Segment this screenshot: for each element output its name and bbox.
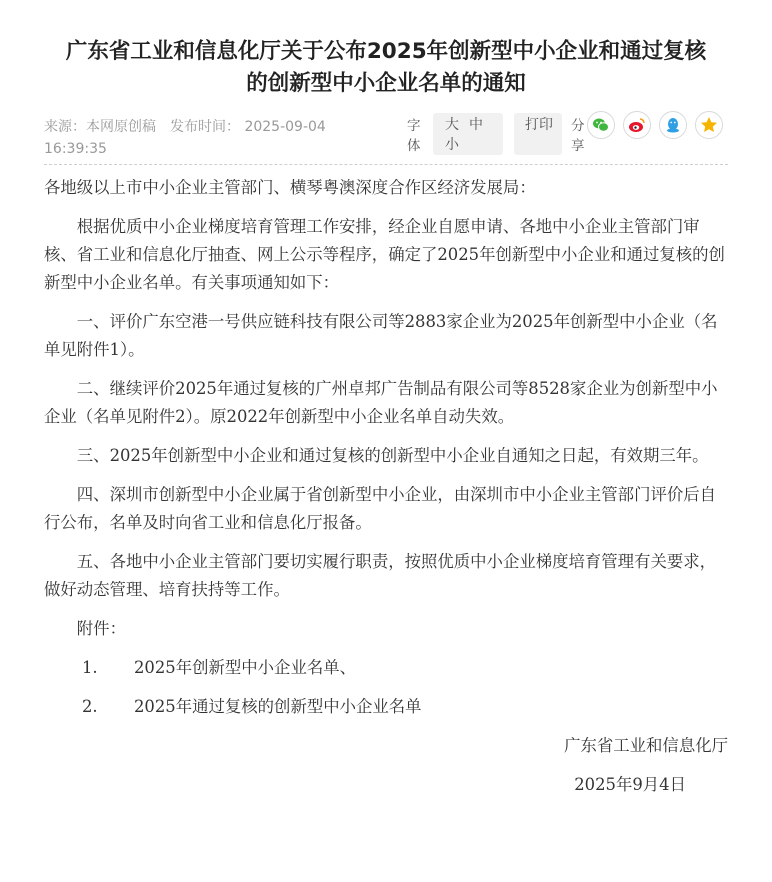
salutation: 各地级以上市中小企业主管部门、横琴粤澳深度合作区经济发展局： [44, 178, 536, 197]
attachment-link[interactable]: 2025年创新型中小企业名单、 [134, 658, 357, 677]
wechat-icon[interactable] [587, 111, 615, 139]
attachment-item-2[interactable] [44, 693, 728, 721]
meta-divider [44, 164, 728, 165]
notice-item-3: 三、2025年创新型中小企业和通过复核的创新型中小企业自通知之日起，有效期三年。 [76, 446, 709, 465]
article-meta [44, 116, 384, 160]
font-size-selector [433, 113, 503, 155]
notice-item-4: 四、深圳市创新型中小企业属于省创新型中小企业，由深圳市中小企业主管部门评价后自行公布，名单及时向省工业和信息化厅报备。 [44, 485, 717, 532]
font-size-medium-button[interactable]: 中 [469, 117, 483, 133]
intro-paragraph: 根据优质中小企业梯度培育管理工作安排，经企业自愿申请、各地中小企业主管部门审核、省工业和信息化厅抽查、网上公示等程序，确定了2025年创新型中小企业和通过复核的创新型中小企业名单。有关事项通知如下： [44, 217, 725, 292]
share-label: 分享 [571, 118, 585, 154]
attachment-link[interactable]: 2025年通过复核的创新型中小企业名单 [134, 697, 422, 716]
weibo-icon[interactable] [623, 111, 651, 139]
publish-time: 发布时间： 2025-09-04 [170, 119, 326, 135]
notice-item-2: 二、继续评价2025年通过复核的广州卓邦广告制品有限公司等8528家企业为创新型中小企业（名单见附件2）。原2022年创新型中小企业名单自动失效。 [44, 379, 718, 426]
qzone-icon[interactable] [695, 111, 723, 139]
attachment-item-1[interactable] [44, 654, 728, 682]
font-size-small-button[interactable]: 小 [445, 137, 459, 153]
article-title [30, 36, 742, 100]
article-title-line-1: 广东省工业和信息化厅关于公布2025年创新型中小企业和通过复核 [65, 39, 707, 64]
article-title-line-2: 的创新型中小企业名单的通知 [246, 71, 526, 96]
qq-icon[interactable] [659, 111, 687, 139]
article-body [44, 174, 728, 799]
font-size-large-button[interactable]: 大 [445, 117, 459, 133]
issue-date: 2025年9月4日 [574, 775, 686, 794]
notice-item-5: 五、各地中小企业主管部门要切实履行职责，按照优质中小企业梯度培育管理有关要求，做好动态管理、培育扶持等工作。 [44, 552, 717, 599]
source-text: 来源：本网原创稿 [44, 119, 156, 135]
print-button[interactable]: 打印 [514, 113, 562, 155]
publish-time-clock: 16:39:35 [44, 141, 107, 157]
attachments-label: 附件： [76, 619, 126, 638]
attachment-number: 2. [82, 697, 98, 716]
signature: 广东省工业和信息化厅 [564, 736, 728, 755]
notice-item-1: 一、评价广东空港一号供应链科技有限公司等2883家企业为2025年创新型中小企业（名单见附件1）。 [44, 312, 718, 359]
font-size-label: 字体 [407, 118, 421, 154]
attachment-number: 1. [82, 658, 98, 677]
